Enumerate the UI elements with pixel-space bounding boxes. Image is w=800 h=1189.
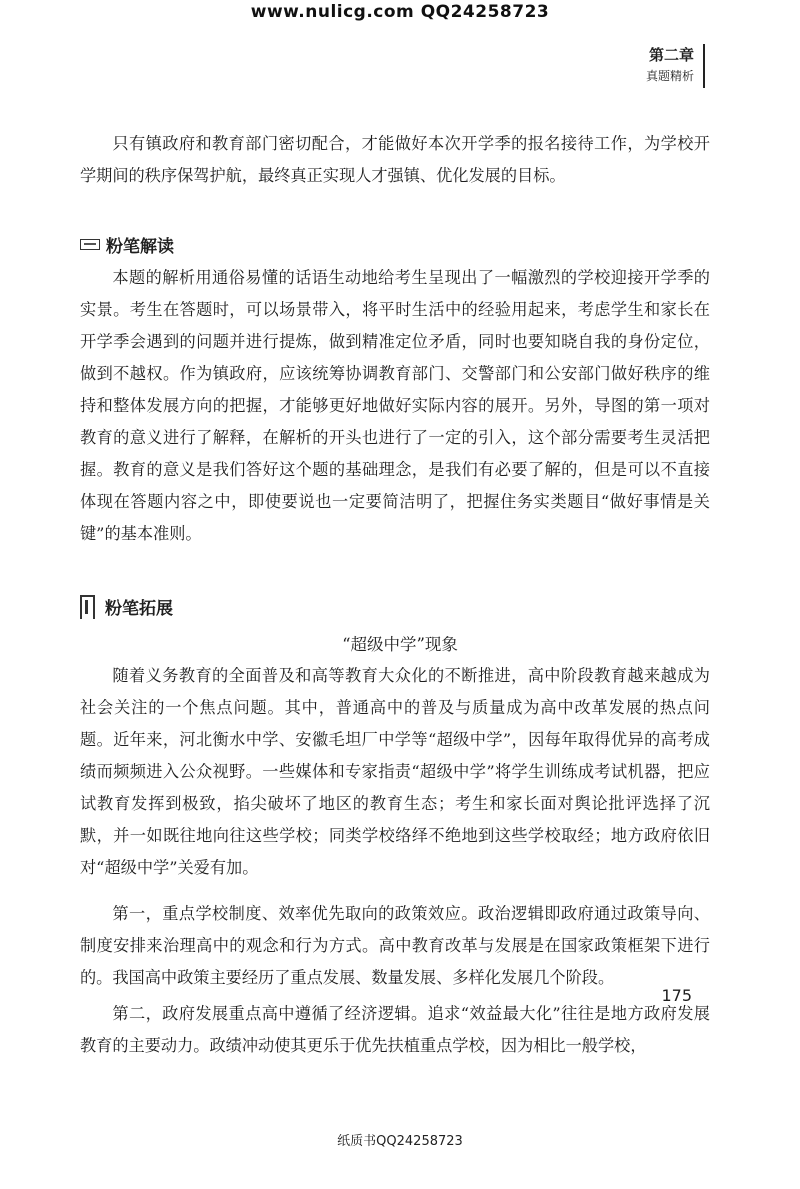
article-paragraph: 随着义务教育的全面普及和高等教育大众化的不断推进，高中阶段教育越来越成为社会关注的一个焦点问题。其中，普通高中的普及与质量成为高中改革发展的热点问题。近年来，河北衡水中学、安徽毛坦厂中学等“超级中学”，因每年取得优异的高考成绩而频频进入公众视野。一些媒体和专家指责“超级中学”将学生训练成考试机器，把应试教育发挥到极致，掐尖破坏了地区的教育生态；考生和家长面对舆论批评选择了沉默，并一如既往地向往这些学校；同类学校络绎不绝地到这些学校取经；地方政府依旧对“超级中学”关爱有加。: [80, 666, 710, 877]
page-number: 175: [661, 986, 692, 1005]
article-paragraph: 第二，政府发展重点高中遵循了经济逻辑。追求“效益最大化”往往是地方政府发展教育的主要动力。政绩冲动使其更乐于优先扶植重点学校，因为相比一般学校，: [80, 1004, 710, 1055]
interpretation-paragraph: 本题的解析用通俗易懂的话语生动地给考生呈现出了一幅激烈的学校迎接开学季的实景。考生在答题时，可以场景带入，将平时生活中的经验用起来，考虑学生和家长在开学季会遇到的问题并进行提炼，做到精准定位矛盾，同时也要知晓自我的身份定位，做到不越权。作为镇政府，应该统筹协调教育部门、交警部门和公安部门做好秩序的维持和整体发展方向的把握，才能够更好地做好实际内容的展开。另外，导图的第一项对教育的意义进行了解释，在解析的开头也进行了一定的引入，这个部分需要考生灵活把握。教育的意义是我们答好这个题的基础理念，是我们有必要了解的，但是可以不直接体现在答题内容之中，即使要说也一定要简洁明了，把握住务实类题目“做好事情是关键”的基本准则。: [80, 268, 710, 543]
article-title: “超级中学”现象: [342, 635, 458, 654]
bookmark-icon: [80, 595, 95, 619]
chapter-divider: [703, 44, 705, 88]
section-heading-label: 粉笔解读: [106, 237, 174, 257]
chapter-title: 第二章: [648, 46, 694, 64]
bottom-watermark: 纸质书QQ24258723: [337, 1134, 463, 1149]
section-heading-extension: [80, 594, 173, 619]
chapter-subtitle: 真题精析: [645, 69, 694, 83]
section-heading-label: 粉笔拓展: [105, 599, 173, 619]
intro-paragraph: 只有镇政府和教育部门密切配合，才能做好本次开学季的报名接待工作，为学校开学期间的秩序保驾护航，最终真正实现人才强镇、优化发展的目标。: [80, 134, 710, 185]
section-heading-interpretation: [80, 232, 174, 257]
top-watermark: www.nulicg.com QQ24258723: [250, 2, 550, 22]
article-paragraph: 第一，重点学校制度、效率优先取向的政策效应。政治逻辑即政府通过政策导向、制度安排来治理高中的观念和行为方式。高中教育改革与发展是在国家政策框架下进行的。我国高中政策主要经历了重点发展、数量发展、多样化发展几个阶段。: [80, 904, 710, 987]
tag-icon: [80, 239, 100, 250]
chapter-header: [646, 44, 694, 86]
